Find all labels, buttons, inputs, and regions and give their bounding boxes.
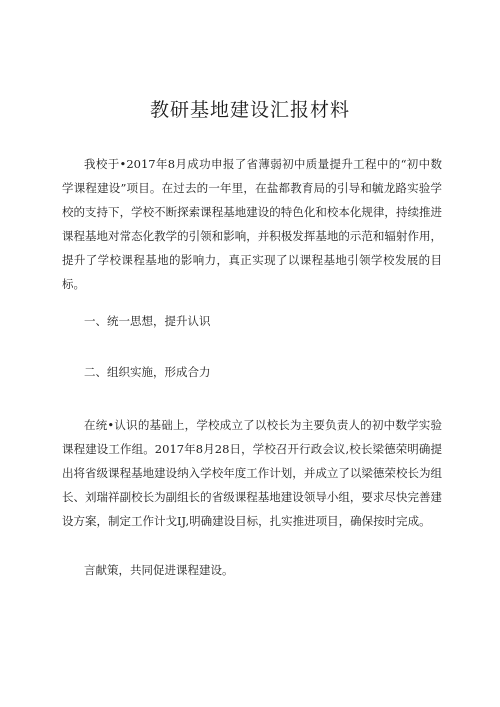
intro-paragraph: 我校于•2017年8月成功申报了省薄弱初中质量提升工程中的“初中数学课程建设”项目。在过去的一年里，在盐都教育局的引导和毓龙路实验学校的支持下，学校不断探索课程基地建设的特色化和校本化规律，持续推进课程基地对常态化教学的引领和影响，并积极发挥基地的示范和辐射作用，提升了学校课程基地的影响力，真正实现了以课程基地引领学校发展的目标。 [62, 157, 442, 291]
section-heading-2: 二、组织实施，形成合力 [84, 365, 211, 379]
section-3-body: 言献策，共同促进课程建设。 [84, 563, 234, 577]
section-2-body: 在统•认识的基础上，学校成立了以校长为主要负责人的初中数学实验课程建设工作组。2017年8月28日，学校召开行政会议,校长梁德荣明确提出将省级课程基地建设纳入学校年度工作计划，并成立了以梁德荣校长为组长、刘瑞祥副校长为副组长的省级课程基地建设领导小组，要求尽快完善建设方案，制定工作计戈IJ,明确建设目标，扎实推进项目，确保按时完成。 [62, 418, 442, 528]
document-title: 教研基地建设汇报材料 [149, 99, 350, 121]
section-heading-1: 一、统一思想，提升认识 [84, 314, 211, 328]
